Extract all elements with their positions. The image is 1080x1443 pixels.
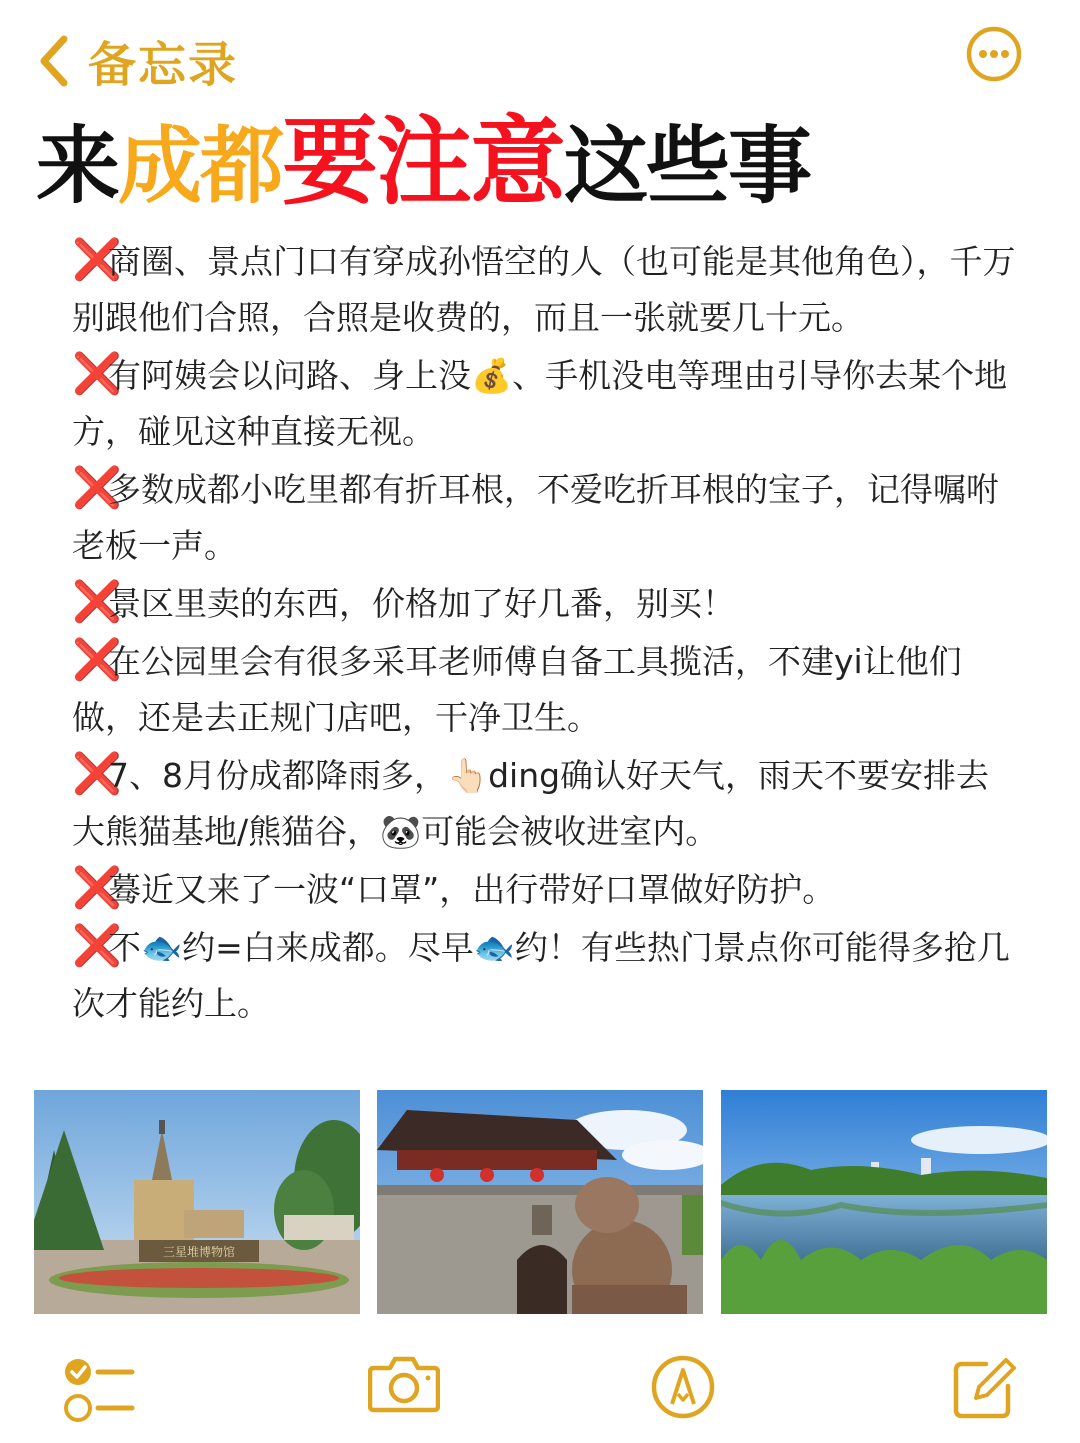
item-text: 蓦近又来了一波“口罩”，出行带好口罩做好防护。 (108, 870, 836, 909)
page-title (36, 106, 811, 218)
checklist-icon[interactable] (62, 1354, 136, 1426)
markup-pen-icon[interactable] (650, 1354, 716, 1420)
photo-strip (34, 1090, 1047, 1314)
item-text: 在公园里会有很多采耳老师傅自备工具揽活，不建yi让他们做，还是去正规门店吧，干净卫生。 (72, 642, 962, 737)
list-item (72, 918, 1022, 1032)
cross-mark-icon: ❌ (72, 237, 122, 283)
camera-icon[interactable] (368, 1354, 440, 1414)
bottom-toolbar (0, 1340, 1080, 1443)
title-part-3: 要注意 (282, 106, 565, 218)
item-text: 多数成都小吃里都有折耳根，不爱吃折耳根的宝子，记得嘱咐老板一声。 (72, 470, 999, 565)
back-label: 备忘录 (88, 37, 239, 93)
museum-photo[interactable] (34, 1090, 360, 1314)
item-text: 不🐟约=白来成都。尽早🐟约！有些热门景点你可能得多抢几次才能约上。 (72, 928, 1010, 1023)
item-text: 景区里卖的东西，价格加了好几番，别买！ (108, 584, 735, 623)
list-item (72, 574, 1022, 632)
note-body[interactable] (72, 232, 1022, 1032)
nav-bar (0, 0, 1080, 110)
cross-mark-icon: ❌ (72, 637, 122, 683)
compose-icon[interactable] (952, 1354, 1018, 1420)
item-text: 7、8月份成都降雨多，👆🏻ding确认好天气，雨天不要安排去大熊猫基地/熊猫谷，🐼可能会被收进室内。 (72, 756, 990, 851)
cross-mark-icon: ❌ (72, 751, 122, 797)
list-item (72, 746, 1022, 860)
item-text: 商圈、景点门口有穿成孙悟空的人（也可能是其他角色），千万别跟他们合照，合照是收费的，而且一张就要几十元。 (72, 242, 1016, 337)
chevron-left-icon (36, 33, 70, 89)
cross-mark-icon: ❌ (72, 865, 122, 911)
museum-sign-text: 三星堆博物馆 (162, 1245, 236, 1259)
back-button[interactable] (36, 26, 238, 95)
list-item (72, 632, 1022, 746)
list-item (72, 860, 1022, 918)
cross-mark-icon: ❌ (72, 923, 122, 969)
cross-mark-icon: ❌ (72, 579, 122, 625)
cross-mark-icon: ❌ (72, 465, 122, 511)
more-circle-icon[interactable] (966, 26, 1022, 82)
title-part-2: 成都 (118, 117, 283, 215)
list-item (72, 460, 1022, 574)
item-text: 有阿姨会以问路、身上没💰、手机没电等理由引导你去某个地方，碰见这种直接无视。 (72, 356, 1008, 451)
title-part-1: 来 (36, 117, 119, 215)
lake-photo[interactable] (721, 1090, 1047, 1314)
title-part-4: 这些事 (564, 117, 811, 215)
list-item (72, 346, 1022, 460)
city-gate-photo[interactable] (377, 1090, 703, 1314)
list-item (72, 232, 1022, 346)
cross-mark-icon: ❌ (72, 351, 122, 397)
